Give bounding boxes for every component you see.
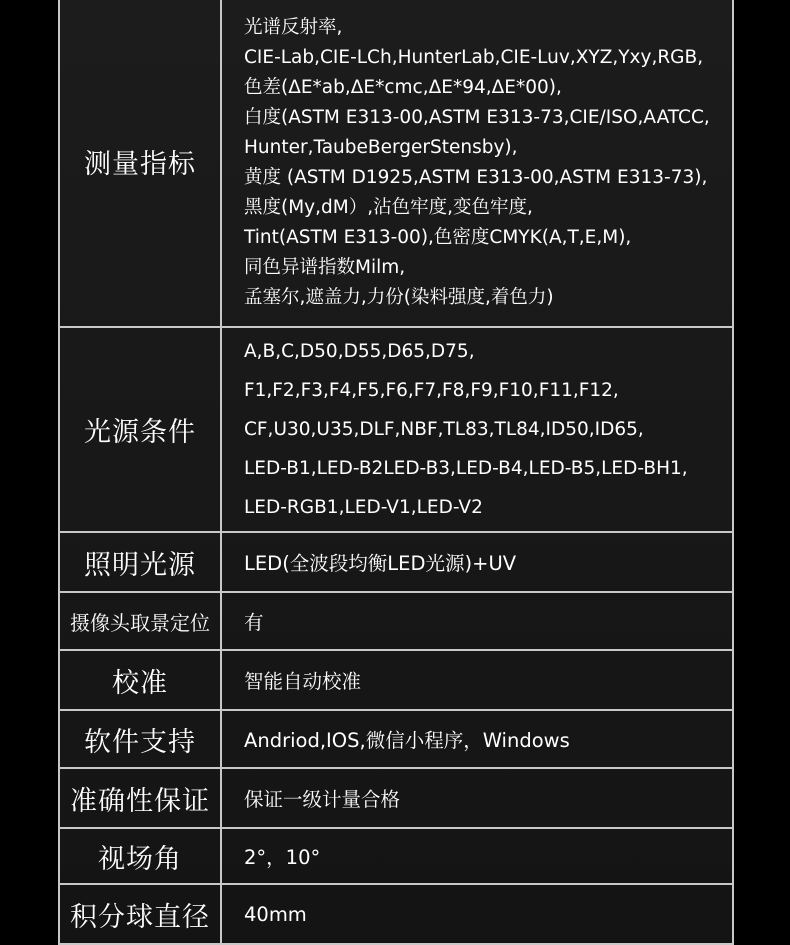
- row-label: 照明光源: [60, 533, 222, 591]
- table-row: [60, 326, 732, 531]
- value-text: 智能自动校准: [244, 670, 362, 693]
- row-label: 准确性保证: [60, 769, 222, 827]
- row-label: 测量指标: [60, 0, 222, 326]
- row-value: [222, 769, 732, 827]
- value-line: A,B,C,D50,D55,D65,D75,: [244, 341, 475, 362]
- value-line: CF,U30,U35,DLF,NBF,TL83,TL84,ID50,ID65,: [244, 419, 644, 440]
- table-row: [60, 0, 732, 326]
- value-text: 保证一级计量合格: [244, 788, 401, 811]
- row-label: 校准: [60, 651, 222, 709]
- value-text: 有: [244, 611, 264, 634]
- value-line: 孟塞尔,遮盖力,力份(染料强度,着色力): [244, 287, 554, 308]
- value-line: 同色异谱指数Milm,: [244, 257, 406, 278]
- row-label: 摄像头取景定位: [60, 593, 222, 649]
- row-value: [222, 885, 732, 943]
- row-label: 积分球直径: [60, 885, 222, 943]
- value-line: LED-RGB1,LED-V1,LED-V2: [244, 497, 483, 518]
- value-line: F1,F2,F3,F4,F5,F6,F7,F8,F9,F10,F11,F12,: [244, 380, 619, 401]
- row-value: [222, 328, 732, 531]
- row-label: 光源条件: [60, 328, 222, 531]
- value-line: 黄度 (ASTM D1925,ASTM E313-00,ASTM E313-73),: [244, 167, 708, 188]
- value-line: Hunter,TaubeBergerStensby),: [244, 137, 518, 158]
- table-row: [60, 591, 732, 649]
- table-row: [60, 827, 732, 883]
- table-row: [60, 709, 732, 767]
- value-line: 光谱反射率,: [244, 17, 343, 38]
- value-line: 白度(ASTM E313-00,ASTM E313-73,CIE/ISO,AATCC,: [244, 107, 710, 128]
- table-row: [60, 883, 732, 943]
- row-label: 视场角: [60, 829, 222, 883]
- value-text: LED(全波段均衡LED光源)+UV: [244, 552, 517, 575]
- value-line: LED-B1,LED-B2LED-B3,LED-B4,LED-B5,LED-BH1,: [244, 458, 688, 479]
- row-value: [222, 533, 732, 591]
- row-value: [222, 829, 732, 883]
- row-value: [222, 0, 732, 326]
- table-row: [60, 531, 732, 591]
- table-row: [60, 767, 732, 827]
- value-line: Tint(ASTM E313-00),色密度CMYK(A,T,E,M),: [244, 227, 632, 248]
- row-value: [222, 711, 732, 767]
- value-text: Andriod,IOS,微信小程序，Windows: [244, 729, 570, 752]
- value-line: 黑度(My,dM）,沾色牢度,变色牢度,: [244, 197, 533, 218]
- value-line: CIE-Lab,CIE-LCh,HunterLab,CIE-Luv,XYZ,Yxy,RGB,: [244, 47, 704, 68]
- value-text: 2°，10°: [244, 846, 321, 869]
- value-line: 色差(ΔE*ab,ΔE*cmc,ΔE*94,ΔE*00),: [244, 77, 562, 98]
- row-value: [222, 651, 732, 709]
- table-row: [60, 649, 732, 709]
- row-value: [222, 593, 732, 649]
- value-text: 40mm: [244, 902, 307, 926]
- row-label: 软件支持: [60, 711, 222, 767]
- spec-table: [58, 0, 734, 945]
